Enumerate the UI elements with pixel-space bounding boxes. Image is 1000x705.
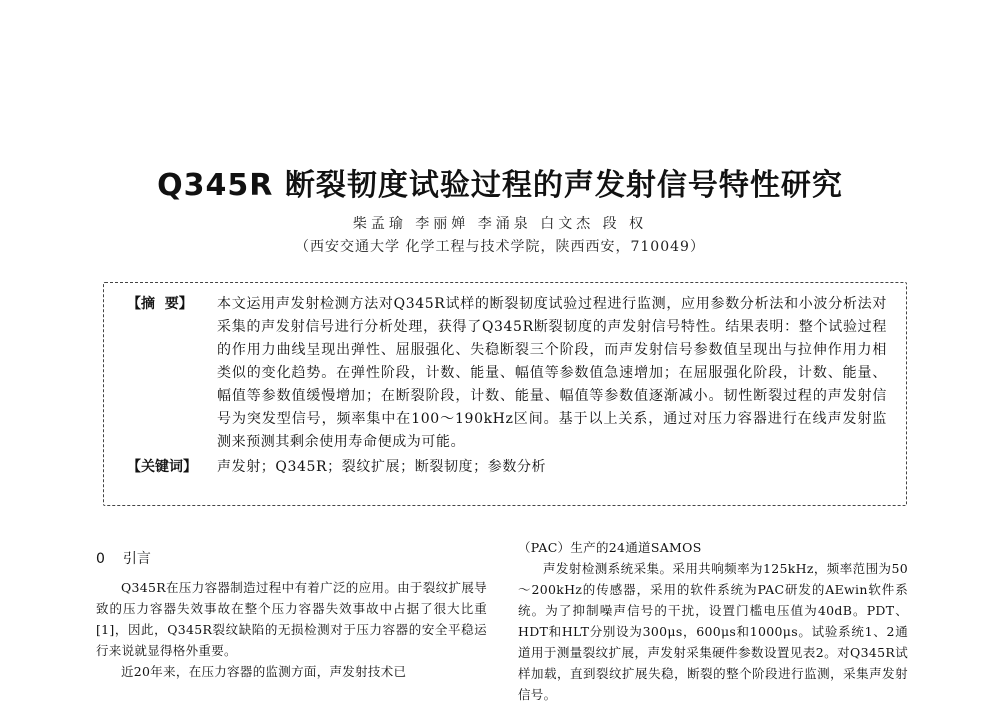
authors: 柴孟瑜 李丽婵 李涌泉 白文杰 段 权 xyxy=(352,216,648,232)
intro-paragraph-2: 近20年来，在压力容器的监测方面，声发射技术已 xyxy=(121,664,407,679)
section-number: 0 xyxy=(96,551,105,567)
abstract-section xyxy=(127,293,887,479)
affiliation: （西安交通大学 化学工程与技术学院，陕西西安，710049） xyxy=(295,239,705,255)
keywords-label: 【关键词】 xyxy=(127,459,197,475)
method-paragraph-start: （PAC）生产的24通道SAMOS xyxy=(518,540,702,555)
intro-paragraph-1: Q345R在压力容器制造过程中有着广泛的应用。由于裂纹扩展导致的压力容器失效事故在整个压力容器失效事故中占据了很大比重[1]，因此，Q345R裂纹缺陷的无损检测对于压力容器的安全平稳运行来说就显得格外重要。 xyxy=(96,580,487,658)
abstract-row xyxy=(127,293,887,454)
paper-title: Q345R 断裂韧度试验过程的声发射信号特性研究 xyxy=(157,168,843,203)
section-heading xyxy=(96,548,151,568)
keywords-row xyxy=(127,456,887,479)
abstract-label: 【摘 要】 xyxy=(127,296,193,312)
left-column xyxy=(96,577,487,682)
method-paragraph: 声发射检测系统采集。采用共响频率为125kHz，频率范围为50～200kHz的传感器，采用的软件系统为PAC研发的AEwin软件系统。为了抑制噪声信号的干扰，设置门槛电压值为40dB。PDT、HDT和HLT分别设为300μs，600μs和1000μs。试验系统1、2通道用于测量裂纹扩展，声发射采集硬件参数设置见表2。对Q345R试样加载，直到裂纹扩展失稳，断裂的整个阶段进行监测，采集声发射信号。 xyxy=(518,561,908,702)
abstract-text: 本文运用声发射检测方法对Q345R试样的断裂韧度试验过程进行监测，应用参数分析法和小波分析法对采集的声发射信号进行分析处理，获得了Q345R断裂韧度的声发射信号特性。结果表明：整个试验过程的作用力曲线呈现出弹性、屈服强化、失稳断裂三个阶段，而声发射信号参数值呈现出与拉伸作用力相类似的变化趋势。在弹性阶段，计数、能量、幅值等参数值急速增加；在屈服强化阶段，计数、能量、幅值等参数值缓慢增加；在断裂阶段，计数、能量、幅值等参数值逐渐减小。韧性断裂过程的声发射信号为突发型信号，频率集中在100～190kHz区间。基于以上关系，通过对压力容器进行在线声发射监测来预测其剩余使用寿命便成为可能。 xyxy=(217,296,887,450)
keywords-text: 声发射；Q345R；裂纹扩展；断裂韧度；参数分析 xyxy=(217,459,547,475)
section-title: 引言 xyxy=(122,551,151,567)
right-column xyxy=(518,537,908,705)
